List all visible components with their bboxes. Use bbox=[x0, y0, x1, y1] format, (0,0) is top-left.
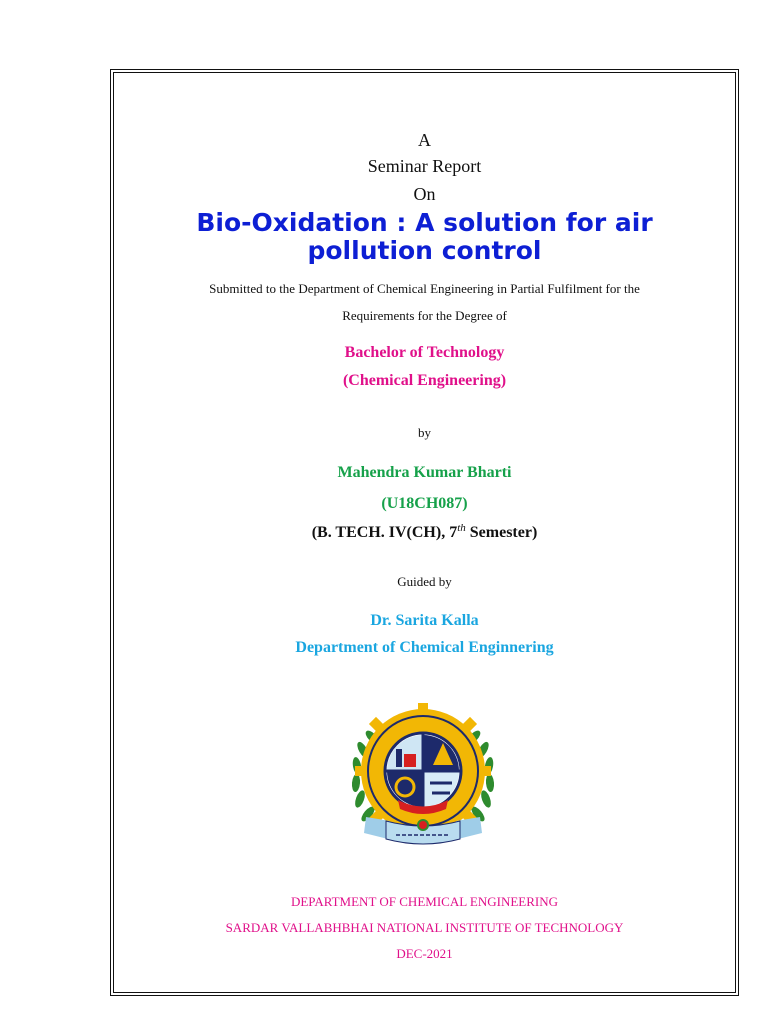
submitted-line-1: Submitted to the Department of Chemical Engineering in Partial Fulfilment for the bbox=[209, 281, 640, 296]
submitted-line-2: Requirements for the Degree of bbox=[342, 308, 507, 323]
author-class: (B. TECH. IV(CH), 7th Semester) bbox=[311, 522, 538, 541]
footer-date: DEC-2021 bbox=[396, 946, 453, 961]
footer-department: DEPARTMENT OF CHEMICAL ENGINEERING bbox=[290, 894, 559, 909]
footer-institute: SARDAR VALLABHBHAI NATIONAL INSTITUTE OF TECHNOLOGY bbox=[225, 920, 624, 935]
guided-by-label: Guided by bbox=[397, 574, 452, 589]
by-label: by bbox=[418, 425, 431, 440]
degree-branch: (Chemical Engineering) bbox=[342, 372, 507, 389]
line-seminar-report: Seminar Report bbox=[367, 156, 482, 176]
author-name: Mahendra Kumar Bharti bbox=[337, 464, 512, 481]
degree-name: Bachelor of Technology bbox=[344, 344, 505, 361]
author-roll: (U18CH087) bbox=[381, 495, 468, 512]
line-a: A bbox=[418, 130, 431, 150]
cover-page bbox=[113, 72, 736, 993]
guide-name: Dr. Sarita Kalla bbox=[370, 612, 479, 629]
guide-department: Department of Chemical Enginnering bbox=[295, 639, 554, 656]
line-on: On bbox=[413, 184, 436, 204]
report-title: Bio-Oxidation : A solution for air pollution control bbox=[196, 208, 653, 265]
institute-logo bbox=[338, 699, 508, 849]
motto-ribbon-icon bbox=[364, 817, 482, 844]
